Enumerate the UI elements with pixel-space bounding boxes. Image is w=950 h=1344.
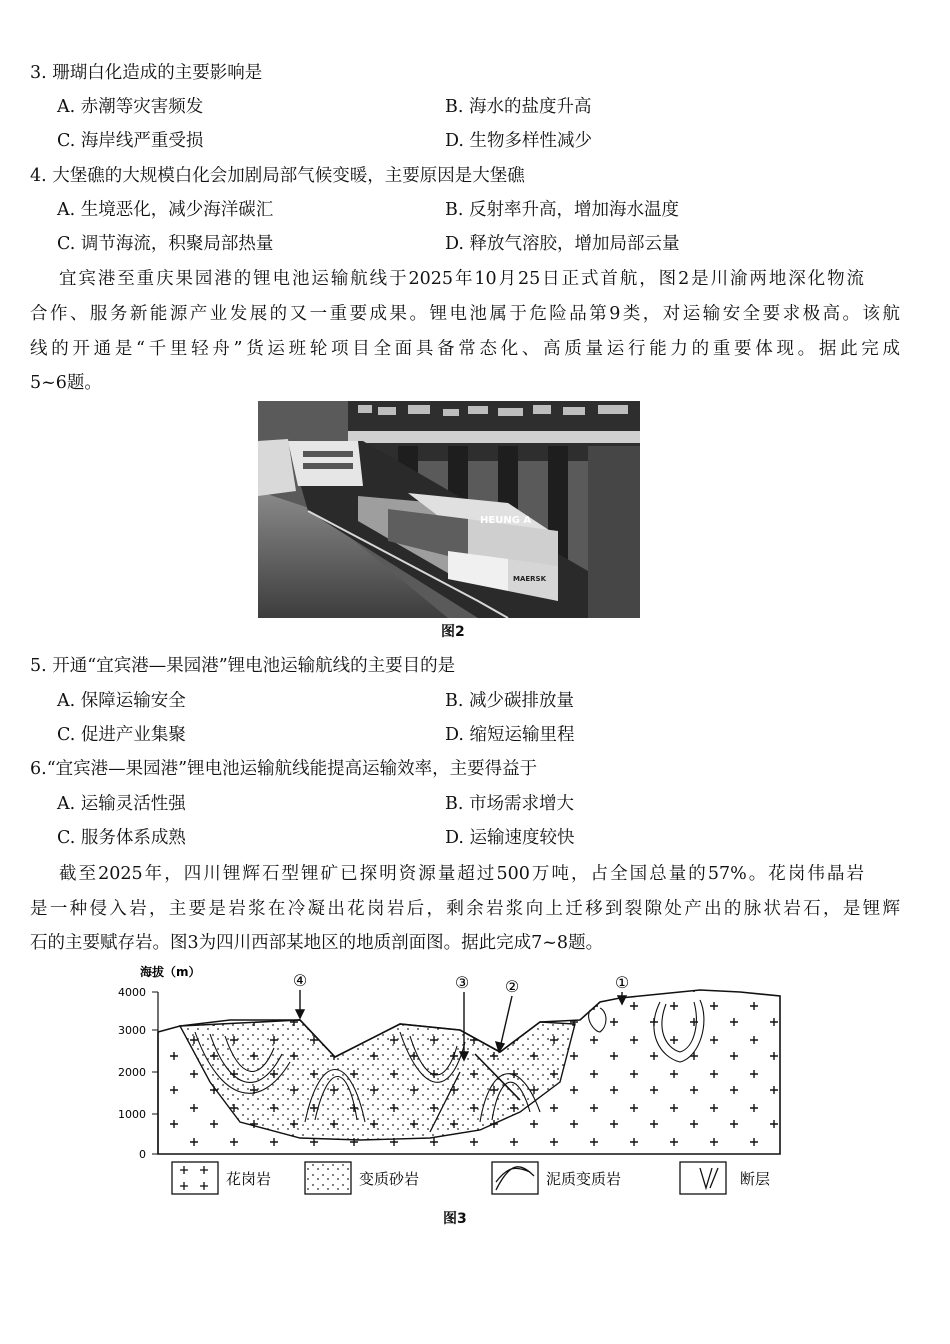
q6-option-a: A. 运输灵活性强	[57, 794, 186, 814]
marker-1: ①	[614, 973, 630, 992]
q4-option-c: C. 调节海流，积聚局部热量	[57, 234, 274, 254]
q5-option-b: B. 减少碳排放量	[445, 691, 574, 711]
figure-3-caption: 图3	[443, 1211, 467, 1227]
marker-2: ②	[504, 977, 520, 996]
q6-option-b: B. 市场需求增大	[445, 794, 574, 814]
container-text-maersk: MAERSK	[513, 575, 547, 583]
y-tick-label: 0	[139, 1148, 146, 1161]
passage1-line: 宜宾港至重庆果园港的锂电池运输航线于2025年10月25日正式首航，图2是川渝两地深化物流	[59, 269, 864, 289]
marker-4: ④	[292, 971, 308, 990]
figure-2-caption: 图2	[441, 624, 465, 640]
passage1-line: 5~6题。	[30, 373, 102, 393]
q5-option-a: A. 保障运输安全	[57, 691, 186, 711]
y-tick-label: 3000	[118, 1024, 146, 1037]
passage2-line: 是一种侵入岩，主要是岩浆在冷凝出花岗岩后，剩余岩浆向上迁移到裂隙处产出的脉状岩石，是锂辉	[30, 899, 900, 919]
legend-granite: 花岗岩	[226, 1170, 272, 1188]
legend-fault: 断层	[740, 1170, 771, 1188]
q4-option-d: D. 释放气溶胶，增加局部云量	[445, 234, 680, 254]
passage2-line: 截至2025年，四川锂辉石型锂矿已探明资源量超过500万吨，占全国总量的57%。花岗伟晶岩	[59, 864, 864, 884]
passage2-line: 石的主要赋存岩。图3为四川西部某地区的地质剖面图。据此完成7~8题。	[30, 933, 604, 953]
q6-stem: 6.“宜宾港—果园港”锂电池运输航线能提高运输效率，主要得益于	[30, 759, 538, 779]
q3-option-b: B. 海水的盐度升高	[445, 97, 592, 117]
passage1-line: 合作、服务新能源产业发展的又一重要成果。锂电池属于危险品第9类，对运输安全要求极高。该航	[30, 304, 900, 324]
q6-option-c: C. 服务体系成熟	[57, 828, 186, 848]
q5-stem: 5. 开通“宜宾港—果园港”锂电池运输航线的主要目的是	[30, 656, 456, 676]
q3-option-c: C. 海岸线严重受损	[57, 131, 204, 151]
q5-option-d: D. 缩短运输里程	[445, 725, 575, 745]
figure-3-cross-section	[100, 962, 800, 1202]
passage1-line: 线的开通是“千里轻舟”货运班轮项目全面具备常态化、高质量运行能力的重要体现。据此完成	[30, 339, 900, 359]
figure-2-photo	[258, 401, 640, 618]
y-tick-label: 4000	[118, 986, 146, 999]
container-text-heunga: HEUNG A	[480, 515, 532, 526]
legend-pelitic-metamorphic: 泥质变质岩	[546, 1170, 622, 1188]
q4-option-b: B. 反射率升高，增加海水温度	[445, 200, 679, 220]
y-tick-label: 2000	[118, 1066, 146, 1079]
q4-stem: 4. 大堡礁的大规模白化会加剧局部气候变暖，主要原因是大堡礁	[30, 166, 525, 186]
q5-option-c: C. 促进产业集聚	[57, 725, 186, 745]
legend-metasandstone: 变质砂岩	[359, 1170, 420, 1188]
q3-stem: 3. 珊瑚白化造成的主要影响是	[30, 63, 263, 83]
y-tick-label: 1000	[118, 1108, 146, 1121]
marker-3: ③	[454, 973, 470, 992]
q3-option-a: A. 赤潮等灾害频发	[57, 97, 204, 117]
q3-option-d: D. 生物多样性减少	[445, 131, 593, 151]
q4-option-a: A. 生境恶化，减少海洋碳汇	[57, 200, 274, 220]
y-axis-label: 海拔（m）	[140, 965, 201, 979]
q6-option-d: D. 运输速度较快	[445, 828, 575, 848]
